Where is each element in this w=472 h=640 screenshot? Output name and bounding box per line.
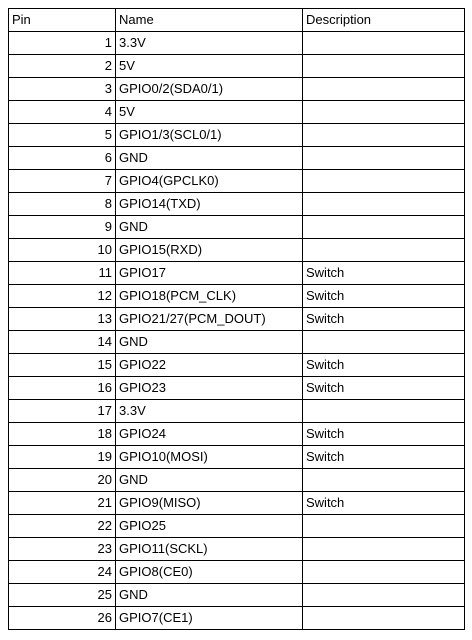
pin-number-cell: 10: [9, 239, 116, 262]
pin-description-cell: Switch: [303, 354, 465, 377]
pin-name-cell: GPIO23: [116, 377, 303, 400]
pin-description-cell: [303, 124, 465, 147]
header-name: Name: [116, 9, 303, 32]
pin-description-cell: [303, 400, 465, 423]
table-row: [9, 78, 465, 101]
table-row: [9, 584, 465, 607]
pin-number-cell: 11: [9, 262, 116, 285]
pin-number-cell: 17: [9, 400, 116, 423]
pin-number-cell: 6: [9, 147, 116, 170]
table-row: [9, 515, 465, 538]
pin-description-cell: [303, 469, 465, 492]
pin-name-cell: 5V: [116, 55, 303, 78]
pin-description-cell: [303, 216, 465, 239]
pin-number-cell: 26: [9, 607, 116, 630]
pin-name-cell: GPIO14(TXD): [116, 193, 303, 216]
pin-description-cell: [303, 331, 465, 354]
pin-name-cell: 3.3V: [116, 400, 303, 423]
table-row: [9, 423, 465, 446]
pin-description-cell: Switch: [303, 285, 465, 308]
table-row: [9, 469, 465, 492]
pin-description-cell: [303, 78, 465, 101]
pin-number-cell: 18: [9, 423, 116, 446]
pin-description-cell: [303, 170, 465, 193]
pin-table-header: [9, 9, 465, 32]
pin-name-cell: GPIO9(MISO): [116, 492, 303, 515]
pin-name-cell: GND: [116, 469, 303, 492]
table-row: [9, 561, 465, 584]
pin-description-cell: [303, 515, 465, 538]
table-row: [9, 377, 465, 400]
pin-number-cell: 13: [9, 308, 116, 331]
pin-number-cell: 7: [9, 170, 116, 193]
pin-name-cell: GPIO7(CE1): [116, 607, 303, 630]
pin-number-cell: 25: [9, 584, 116, 607]
pin-number-cell: 15: [9, 354, 116, 377]
pin-name-cell: 5V: [116, 101, 303, 124]
pin-number-cell: 5: [9, 124, 116, 147]
pin-number-cell: 4: [9, 101, 116, 124]
pin-number-cell: 21: [9, 492, 116, 515]
table-row: [9, 492, 465, 515]
pin-name-cell: GND: [116, 331, 303, 354]
table-row: [9, 262, 465, 285]
table-row: [9, 101, 465, 124]
pin-number-cell: 23: [9, 538, 116, 561]
pin-description-cell: [303, 561, 465, 584]
pin-name-cell: GND: [116, 147, 303, 170]
pin-name-cell: GPIO4(GPCLK0): [116, 170, 303, 193]
pin-name-cell: GPIO24: [116, 423, 303, 446]
pin-name-cell: GND: [116, 584, 303, 607]
pin-number-cell: 2: [9, 55, 116, 78]
pin-number-cell: 8: [9, 193, 116, 216]
pin-description-cell: [303, 147, 465, 170]
pin-description-cell: [303, 538, 465, 561]
table-row: [9, 216, 465, 239]
table-row: [9, 538, 465, 561]
table-row: [9, 170, 465, 193]
pin-description-cell: Switch: [303, 492, 465, 515]
pin-name-cell: GPIO25: [116, 515, 303, 538]
pin-name-cell: GPIO15(RXD): [116, 239, 303, 262]
pin-table-sheet: [8, 8, 465, 630]
pin-name-cell: GPIO1/3(SCL0/1): [116, 124, 303, 147]
pin-number-cell: 9: [9, 216, 116, 239]
pin-number-cell: 14: [9, 331, 116, 354]
pin-description-cell: [303, 101, 465, 124]
table-row: [9, 308, 465, 331]
pin-description-cell: [303, 32, 465, 55]
pin-table: [8, 8, 465, 630]
pin-description-cell: [303, 239, 465, 262]
pin-name-cell: 3.3V: [116, 32, 303, 55]
table-row: [9, 354, 465, 377]
pin-name-cell: GPIO21/27(PCM_DOUT): [116, 308, 303, 331]
header-description: Description: [303, 9, 465, 32]
table-row: [9, 446, 465, 469]
pin-description-cell: Switch: [303, 308, 465, 331]
header-row: [9, 9, 465, 32]
pin-description-cell: [303, 584, 465, 607]
table-row: [9, 285, 465, 308]
pin-description-cell: Switch: [303, 423, 465, 446]
table-row: [9, 32, 465, 55]
pin-description-cell: Switch: [303, 377, 465, 400]
pin-name-cell: GPIO18(PCM_CLK): [116, 285, 303, 308]
pin-description-cell: [303, 193, 465, 216]
table-row: [9, 124, 465, 147]
pin-name-cell: GPIO11(SCKL): [116, 538, 303, 561]
pin-description-cell: [303, 607, 465, 630]
pin-description-cell: Switch: [303, 446, 465, 469]
pin-name-cell: GPIO17: [116, 262, 303, 285]
pin-number-cell: 20: [9, 469, 116, 492]
table-row: [9, 400, 465, 423]
pin-number-cell: 3: [9, 78, 116, 101]
table-row: [9, 55, 465, 78]
table-row: [9, 239, 465, 262]
pin-description-cell: [303, 55, 465, 78]
table-row: [9, 607, 465, 630]
pin-number-cell: 24: [9, 561, 116, 584]
header-pin: Pin: [9, 9, 116, 32]
pin-number-cell: 16: [9, 377, 116, 400]
pin-name-cell: GND: [116, 216, 303, 239]
pin-number-cell: 22: [9, 515, 116, 538]
pin-number-cell: 19: [9, 446, 116, 469]
pin-name-cell: GPIO10(MOSI): [116, 446, 303, 469]
table-row: [9, 331, 465, 354]
pin-number-cell: 12: [9, 285, 116, 308]
pin-name-cell: GPIO0/2(SDA0/1): [116, 78, 303, 101]
pin-number-cell: 1: [9, 32, 116, 55]
pin-description-cell: Switch: [303, 262, 465, 285]
pin-name-cell: GPIO8(CE0): [116, 561, 303, 584]
pin-name-cell: GPIO22: [116, 354, 303, 377]
table-row: [9, 147, 465, 170]
table-row: [9, 193, 465, 216]
pin-table-body: [9, 32, 465, 630]
